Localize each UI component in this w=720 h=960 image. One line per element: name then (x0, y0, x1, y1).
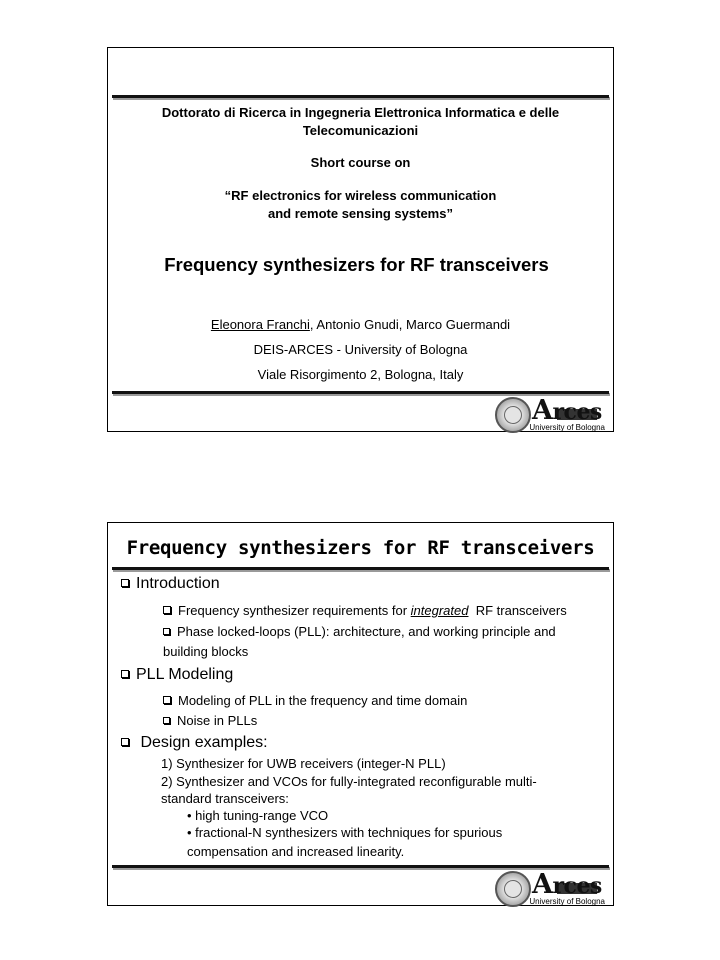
other-authors: , Antonio Gnudi, Marco Guermandi (309, 317, 511, 332)
affiliation: DEIS-ARCES - University of Bologna (253, 342, 468, 357)
checkbox-bullet-icon (121, 738, 129, 746)
top-rule (112, 567, 609, 570)
checkbox-bullet-icon (163, 628, 170, 635)
arces-logo: Arces University of Bologna (495, 395, 605, 435)
arces-logo: Arces University of Bologna (495, 869, 605, 909)
checkbox-bullet-icon (163, 696, 171, 704)
lecture-title: Frequency synthesizers for RF transceivers (164, 254, 549, 275)
bottom-rule (112, 865, 609, 868)
outline-subitem-noise: Noise in PLLs (163, 713, 257, 728)
course-title-line2: and remote sensing systems” (268, 206, 453, 221)
university-seal-icon (495, 397, 531, 433)
design-bullet-vco: • high tuning-range VCO (187, 808, 329, 823)
checkbox-bullet-icon (121, 670, 129, 678)
program-title-line1: Dottorato di Ricerca in Ingegneria Elettronica Informatica e delle (161, 105, 560, 120)
address: Viale Risorgimento 2, Bologna, Italy (257, 367, 464, 382)
checkbox-bullet-icon (163, 606, 171, 614)
slide-outline (107, 522, 614, 906)
outline-item-design-examples: Design examples: (121, 734, 268, 752)
first-author: Eleonora Franchi (210, 317, 310, 332)
program-title-line2: Telecomunicazioni (302, 123, 419, 138)
outline-item-introduction: Introduction (121, 575, 220, 593)
design-example-2: 2) Synthesizer and VCOs for fully-integrated reconfigurable multi- (161, 774, 537, 789)
slide-title-page (107, 47, 614, 432)
university-seal-icon (495, 871, 531, 907)
outline-subitem-pll-architecture-cont: building blocks (163, 644, 249, 659)
outline-item-pll-modeling: PLL Modeling (121, 666, 233, 684)
design-bullet-fractional-n: • fractional-N synthesizers with techniques for spurious (187, 825, 503, 840)
checkbox-bullet-icon (163, 717, 170, 724)
authors (108, 317, 613, 332)
checkbox-bullet-icon (121, 579, 129, 587)
short-course-label: Short course on (310, 155, 411, 170)
outline-subitem-requirements: Frequency synthesizer requirements for integrated RF transceivers (163, 603, 567, 618)
outline-subitem-pll-architecture: Phase locked-loops (PLL): architecture, and working principle and (163, 624, 556, 639)
bottom-rule (112, 391, 609, 394)
slide-title: Frequency synthesizers for RF transceivers (126, 537, 595, 559)
logo-subtitle: University of Bologna (529, 897, 605, 906)
top-rule (112, 95, 609, 98)
course-title-line1: “RF electronics for wireless communication (224, 188, 497, 203)
logo-subtitle: University of Bologna (529, 423, 605, 432)
design-example-1: 1) Synthesizer for UWB receivers (integer-N PLL) (161, 756, 446, 771)
outline-subitem-modeling-domains: Modeling of PLL in the frequency and time domain (163, 693, 467, 708)
design-bullet-fractional-n-cont: compensation and increased linearity. (187, 844, 405, 859)
design-example-2-cont: standard transceivers: (161, 791, 289, 806)
